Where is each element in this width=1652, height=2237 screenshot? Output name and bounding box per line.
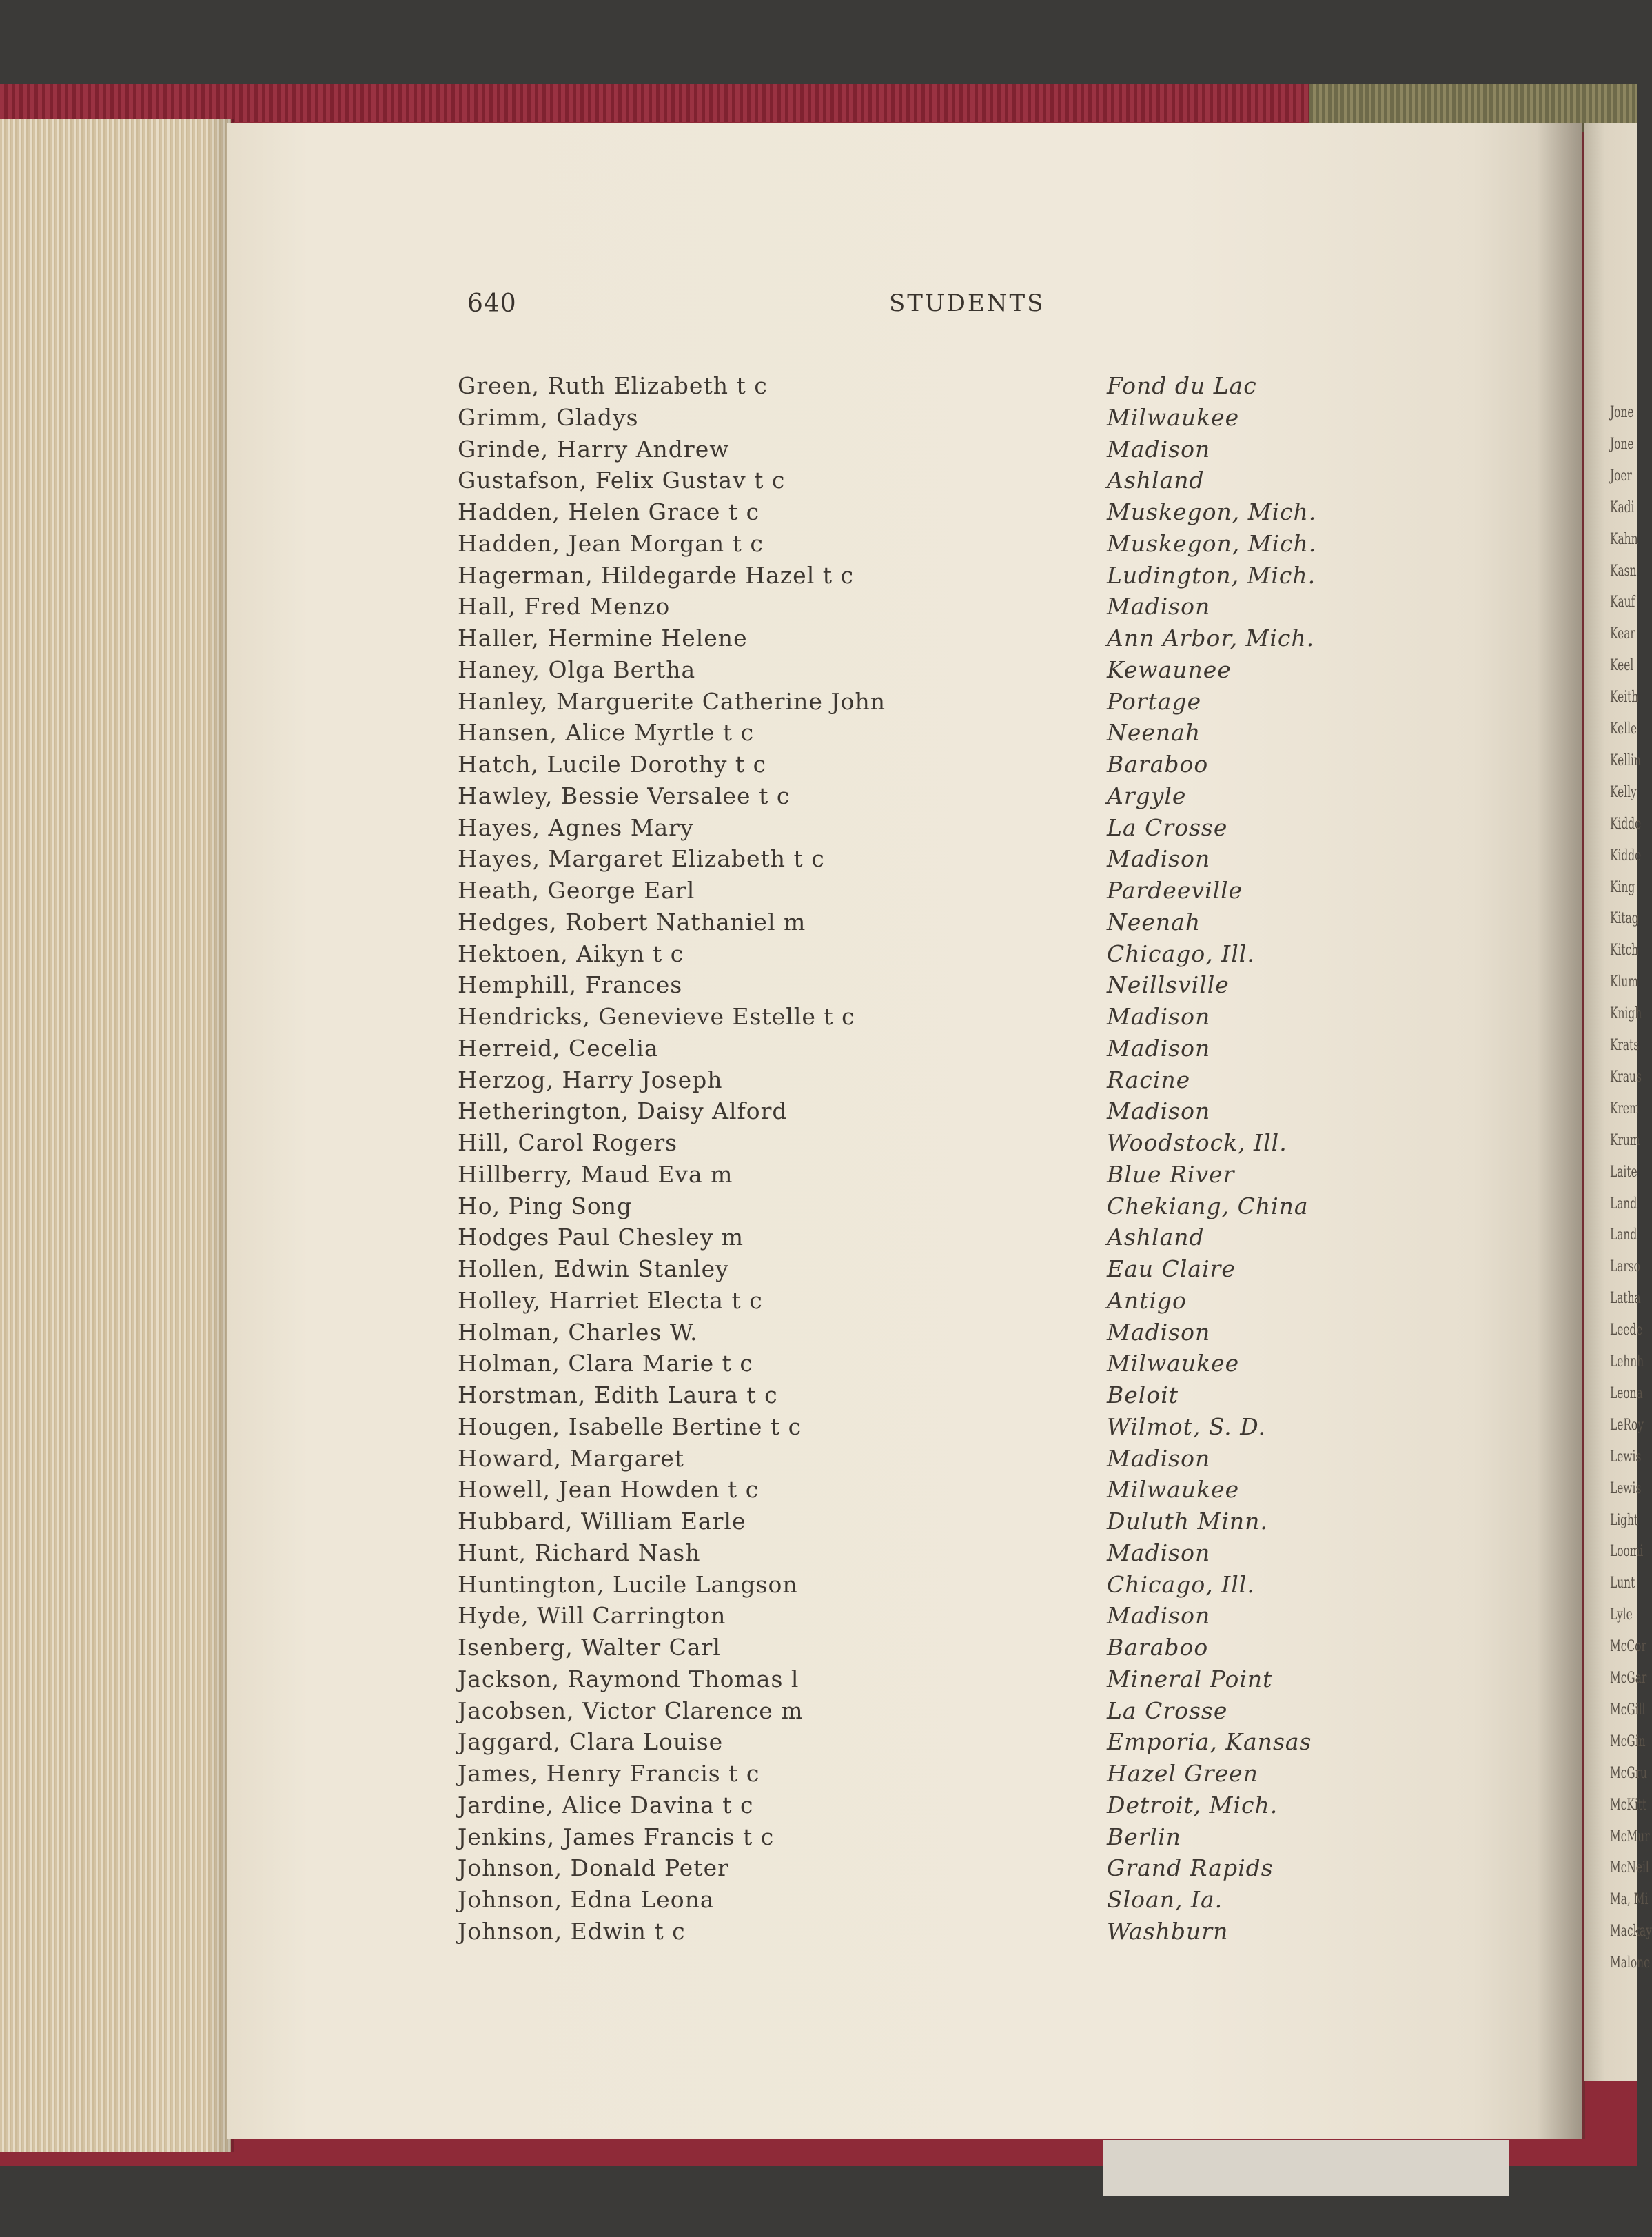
student-hometown: Eau Claire [1107,1255,1236,1282]
facing-page-fragment: Keel [1610,657,1634,675]
facing-page-fragment: McGill [1610,1701,1646,1719]
student-hometown: Baraboo [1107,751,1209,778]
book-page [227,123,1582,2139]
facing-page-fragment: Kelly [1610,783,1637,801]
student-name: Hanley, Marguerite Catherine John [458,687,886,715]
student-hometown: Madison [1107,1003,1211,1030]
student-hometown: Sloan, Ia. [1107,1886,1223,1913]
student-hometown: Baraboo [1107,1634,1209,1661]
running-head: STUDENTS [889,290,1046,317]
student-hometown: Madison [1107,435,1211,463]
student-hometown: Milwaukee [1107,403,1240,431]
student-hometown: Muskegon, Mich. [1107,498,1317,525]
facing-page-fragment: Lewis [1610,1479,1642,1497]
student-hometown: Ashland [1107,1224,1205,1251]
student-hometown: Neenah [1107,719,1201,747]
student-name: Haney, Olga Bertha [458,656,696,683]
facing-page-fragment: Latha [1610,1290,1641,1308]
student-hometown: La Crosse [1107,813,1228,841]
student-hometown: Portage [1107,687,1202,715]
student-hometown: La Crosse [1107,1697,1228,1724]
student-name: Haller, Hermine Helene [458,625,748,651]
student-hometown: Milwaukee [1107,1350,1240,1377]
facing-page-fragment: Land [1610,1226,1638,1244]
student-hometown: Ashland [1107,467,1205,494]
paper-slip [1103,2140,1509,2196]
student-hometown: Pardeeville [1107,877,1243,904]
student-name: Heath, George Earl [458,877,695,904]
facing-page-fragment: McMur [1610,1828,1650,1845]
facing-page-fragment: Lunt [1610,1575,1635,1592]
facing-page-fragment: Krats [1610,1037,1640,1054]
facing-page-fragment: Kitch [1610,942,1639,960]
student-name: Horstman, Edith Laura t c [458,1381,778,1408]
student-name: Hatch, Lucile Dorothy t c [458,751,767,778]
facing-page-fragment: Kidde [1610,815,1642,833]
student-name: Hillberry, Maud Eva m [458,1160,733,1188]
student-name: Hayes, Agnes Mary [458,813,694,841]
student-hometown: Milwaukee [1107,1476,1240,1504]
student-name: Holman, Clara Marie t c [458,1350,753,1377]
student-name: Hadden, Helen Grace t c [458,498,760,525]
student-hometown: Madison [1107,1444,1211,1472]
facing-page-fragment: Leede [1610,1322,1643,1339]
facing-page-fragment: Light [1610,1511,1639,1529]
facing-page-fragment: McGar [1610,1670,1647,1687]
facing-page-fragment: Kadi [1610,498,1635,516]
facing-page-fragment: Larso [1610,1258,1640,1276]
facing-page-fragment: Kidde [1610,847,1642,864]
student-name: Holman, Charles W. [458,1318,698,1346]
student-name: Howell, Jean Howden t c [458,1476,759,1504]
facing-page-fragment: McNeil [1610,1859,1649,1877]
facing-page-fragment: Jone [1610,435,1634,453]
student-hometown: Wilmot, S. D. [1107,1413,1267,1440]
student-name: Hadden, Jean Morgan t c [458,529,764,557]
student-hometown: Antigo [1107,1286,1187,1314]
student-name: Jenkins, James Francis t c [458,1823,775,1850]
facing-page-fragment: LeRoy [1610,1416,1644,1434]
student-hometown: Madison [1107,1539,1211,1566]
student-name: Hansen, Alice Myrtle t c [458,719,755,747]
student-hometown: Beloit [1107,1381,1179,1408]
student-name: Green, Ruth Elizabeth t c [458,372,768,399]
facing-page-fragment: Kasn [1610,562,1637,580]
student-hometown: Madison [1107,1097,1211,1125]
student-hometown: Madison [1107,845,1211,873]
student-name: Hendricks, Genevieve Estelle t c [458,1003,855,1030]
student-name: Isenberg, Walter Carl [458,1634,721,1661]
facing-page-fragment: Klum [1610,973,1638,991]
student-hometown: Argyle [1107,782,1187,809]
facing-page-fragment: Lyle [1610,1606,1633,1624]
student-name: Hubbard, William Earle [458,1508,746,1535]
facing-page-fragment: Kear [1610,625,1635,643]
student-name: Jaggard, Clara Louise [458,1728,724,1756]
student-name: Gustafson, Felix Gustav t c [458,467,786,494]
student-name: Hunt, Richard Nash [458,1539,701,1566]
student-hometown: Racine [1107,1066,1191,1093]
student-name: Jackson, Raymond Thomas l [458,1665,799,1692]
student-hometown: Berlin [1107,1823,1181,1850]
student-hometown: Grand Rapids [1107,1854,1274,1882]
student-name: Hektoen, Aikyn t c [458,940,684,967]
student-name: Grinde, Harry Andrew [458,435,730,463]
student-name: Howard, Margaret [458,1444,685,1472]
student-hometown: Woodstock, Ill. [1107,1129,1287,1156]
student-hometown: Madison [1107,1602,1211,1630]
facing-page-fragment: Kellin [1610,751,1641,769]
student-hometown: Emporia, Kansas [1107,1728,1312,1756]
page-number: 640 [467,290,517,318]
page-block-edges [0,119,231,2152]
student-hometown: Washburn [1107,1917,1229,1945]
facing-page-fragment: Joer [1610,467,1632,485]
student-hometown: Ludington, Mich. [1107,561,1316,589]
student-name: Grimm, Gladys [458,403,639,431]
facing-page-fragment: Malone [1610,1954,1651,1972]
facing-page-fragment: Ma, Mi [1610,1891,1649,1909]
student-name: Hetherington, Daisy Alford [458,1097,788,1125]
student-hometown: Chicago, Ill. [1107,940,1255,967]
student-name: Hodges Paul Chesley m [458,1224,744,1251]
facing-page-fragment: Kraus [1610,1068,1642,1086]
student-hometown: Chicago, Ill. [1107,1570,1255,1598]
facing-page-fragment: King [1610,878,1635,896]
student-hometown: Fond du Lac [1107,372,1257,399]
student-name: Johnson, Edwin t c [458,1917,686,1945]
student-hometown: Hazel Green [1107,1760,1258,1787]
student-name: Herreid, Cecelia [458,1034,659,1062]
student-name: Hawley, Bessie Versalee t c [458,782,791,809]
student-name: Hagerman, Hildegarde Hazel t c [458,561,854,589]
student-name: Jardine, Alice Davina t c [458,1791,754,1819]
facing-page-strip [1584,123,1652,2081]
student-name: Hemphill, Frances [458,971,683,999]
facing-page-fragment: Kitag [1610,910,1639,928]
student-hometown: Madison [1107,593,1211,620]
facing-page-fragment: Land [1610,1195,1638,1213]
student-hometown: Detroit, Mich. [1107,1791,1278,1819]
student-name: Jacobsen, Victor Clarence m [458,1697,804,1724]
facing-page-fragment: Keith [1610,689,1639,707]
student-name: Hall, Fred Menzo [458,593,671,620]
facing-page-fragment: Lehnh [1610,1353,1644,1370]
student-hometown: Neenah [1107,908,1201,935]
student-hometown: Ann Arbor, Mich. [1107,625,1315,651]
student-name: Hedges, Robert Nathaniel m [458,908,806,935]
student-hometown: Madison [1107,1318,1211,1346]
student-hometown: Chekiang, China [1107,1192,1309,1219]
student-name: Hayes, Margaret Elizabeth t c [458,845,825,873]
student-name: Johnson, Edna Leona [458,1886,715,1913]
student-name: Ho, Ping Song [458,1192,633,1219]
facing-page-fragment: Kahn [1610,530,1638,548]
student-name: Herzog, Harry Joseph [458,1066,723,1093]
facing-page-fragment: Loomi [1610,1543,1644,1561]
student-name: Hougen, Isabelle Bertine t c [458,1413,802,1440]
facing-page-fragment: Leona [1610,1384,1643,1402]
student-hometown: Mineral Point [1107,1665,1273,1692]
facing-page-fragment: Krum [1610,1131,1640,1149]
student-hometown: Neillsville [1107,971,1230,999]
facing-page-fragment: McCor [1610,1638,1646,1656]
student-hometown: Duluth Minn. [1107,1508,1268,1535]
facing-page-fragment: Lewis [1610,1448,1642,1466]
facing-page-fragment: Krem [1610,1100,1640,1117]
facing-page-fragment: McGru [1610,1764,1647,1782]
facing-page-fragment: Jone [1610,404,1634,421]
facing-page-fragment: Mackay [1610,1923,1652,1941]
student-name: Hyde, Will Carrington [458,1602,726,1630]
facing-page-fragment: Kauf [1610,594,1635,611]
facing-page-fragment: Knigh [1610,1005,1642,1023]
facing-page-fragment: Laite [1610,1163,1638,1181]
student-hometown: Muskegon, Mich. [1107,529,1317,557]
student-hometown: Kewaunee [1107,656,1232,683]
facing-page-fragment: McGin [1610,1732,1646,1750]
student-name: James, Henry Francis t c [458,1760,760,1787]
student-hometown: Blue River [1107,1160,1235,1188]
student-name: Holley, Harriet Electa t c [458,1286,763,1314]
student-hometown: Madison [1107,1034,1211,1062]
student-name: Hill, Carol Rogers [458,1129,678,1156]
page-gutter-shadow [1537,123,1585,2139]
student-name: Hollen, Edwin Stanley [458,1255,729,1282]
student-name: Johnson, Donald Peter [458,1854,729,1882]
facing-page-fragment: McKitt [1610,1796,1647,1814]
facing-page-fragment: Kelle [1610,720,1638,738]
student-name: Huntington, Lucile Langson [458,1570,798,1598]
